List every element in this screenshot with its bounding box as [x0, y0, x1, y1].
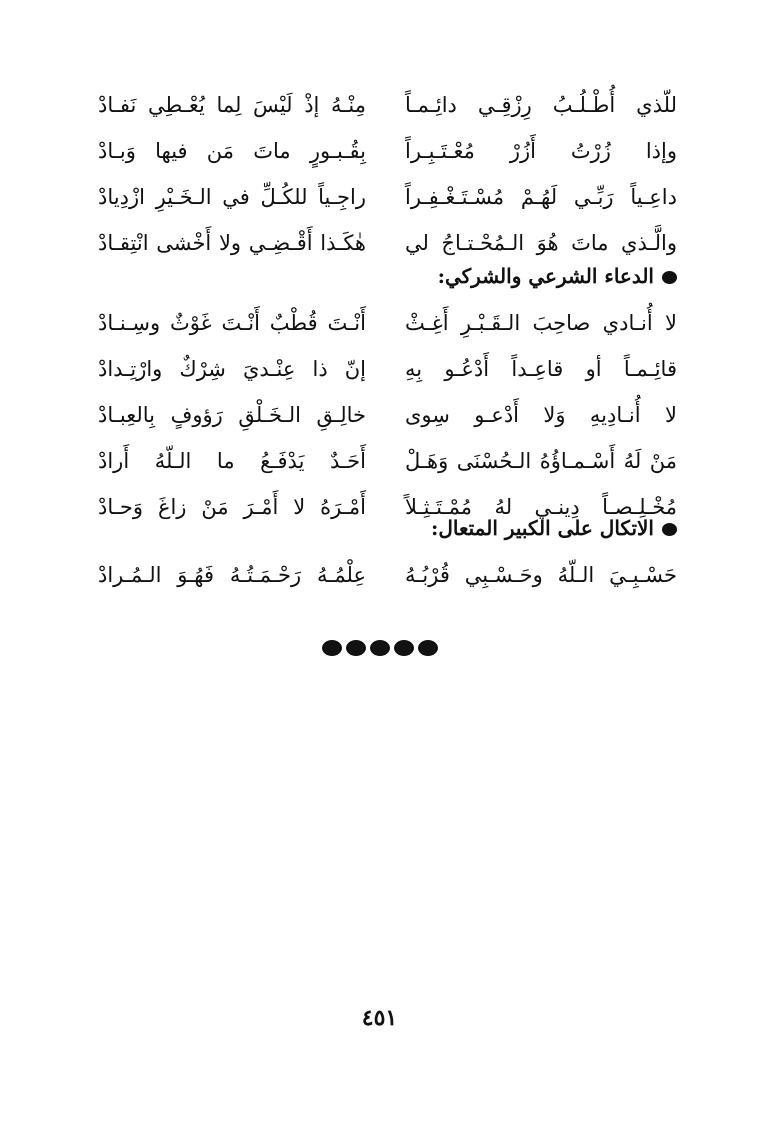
- verse-line: [0, 82, 759, 128]
- verse-left-hemistich: أَمْـرَهُ لا أَمْـرَ مَنْ زاغَ وَحـادْ: [98, 495, 366, 519]
- verse-left-hemistich: إنّ ذا عِنْـديَ شِرْكٌ وارْتِـدادْ: [98, 357, 366, 381]
- verse-right-hemistich: والَّـذي ماتَ هُوَ الـمُحْـتـاجُ لي: [405, 231, 677, 255]
- section-heading-legal-vs-shirk-prayer: [77, 256, 677, 296]
- heading-text: الاتكال على الكبير المتعال:: [430, 516, 654, 540]
- verse-line: [0, 174, 759, 220]
- verse-line: [0, 346, 759, 392]
- verse-right-hemistich: داعِـياً رَبِّـي لَهُـمْ مُسْـتَـغْـفِـراً: [405, 185, 677, 209]
- verse-left-hemistich: أَنْـتَ قُطْبٌ أَنْـتَ غَوْثٌ وسِـنـادْ: [98, 311, 366, 335]
- verse-left-hemistich: أَحَـدٌ يَدْفَـعُ ما الـلّهُ أَرادْ: [98, 449, 366, 473]
- bullet-icon: [662, 271, 677, 284]
- verse-line: [0, 438, 759, 484]
- section-heading-reliance: [77, 508, 677, 548]
- dot-icon: [346, 640, 366, 656]
- dot-icon: [418, 640, 438, 656]
- heading-text: الدعاء الشرعي والشركي:: [437, 264, 654, 288]
- verse-right-hemistich: مُخْـلِـصـاً دِينـي لهُ مُمْـتَـثِـلاً: [405, 495, 677, 519]
- verse-left-hemistich: هٰكَـذا أَقْـضِـي ولا أَخْشى انْتِقـادْ: [98, 231, 366, 255]
- dot-icon: [322, 640, 342, 656]
- verse-right-hemistich: لا أُنـادي صاحِبَ الـقَـبْـرِ أَغِـثْ: [405, 311, 677, 335]
- verse-left-hemistich: عِلْمُـهُ رَحْـمَـتُـهُ فَهُـوَ الـمُـرادْ: [98, 563, 366, 587]
- verse-line: [0, 128, 759, 174]
- verse-right-hemistich: لا أُنـادِيهِ وَلا أَدْعـو سِوى: [405, 403, 677, 427]
- verse-left-hemistich: خالِـقِ الـخَـلْقِ رَؤوفٍ بِالعِبـادْ: [98, 403, 366, 427]
- bullet-icon: [662, 523, 677, 536]
- verse-left-hemistich: مِنْـهُ إذْ لَيْسَ لِما يُعْـطِي نَفـادْ: [98, 93, 366, 117]
- verse-left-hemistich: بِقُـبـورٍ ماتَ مَن فيها وَبـادْ: [98, 139, 366, 163]
- verse-line: [0, 392, 759, 438]
- dot-icon: [370, 640, 390, 656]
- verse-right-hemistich: وإذا زُرْتُ أَزُرْ مُعْـتَـبِـراً: [405, 139, 677, 163]
- page-number: ٤٥١: [361, 1005, 398, 1031]
- verse-right-hemistich: مَنْ لَهُ أَسْـمـاؤُهُ الـحُسْنَى وَهَـلْ: [405, 449, 677, 473]
- section-divider-dots: [0, 640, 759, 660]
- verse-right-hemistich: قائِـمـاً أو قاعِـداً أَدْعُـو بِهِ: [405, 357, 677, 381]
- verse-right-hemistich: حَسْـبِـيَ الـلّهُ وحَـسْـبِي قُرْبُـهُ: [405, 563, 677, 587]
- poem-section-3: [0, 552, 759, 598]
- verse-line: [0, 552, 759, 598]
- poem-section-1: [0, 82, 759, 266]
- poem-section-2: [0, 300, 759, 530]
- verse-left-hemistich: راجِـياً للكُـلِّ في الـخَـيْرِ ازْدِيادْ: [98, 185, 366, 209]
- verse-right-hemistich: للّذي أُطْـلُـبُ رِزْقِـي دائِـمـاً: [405, 93, 677, 117]
- dot-icon: [394, 640, 414, 656]
- verse-line: [0, 300, 759, 346]
